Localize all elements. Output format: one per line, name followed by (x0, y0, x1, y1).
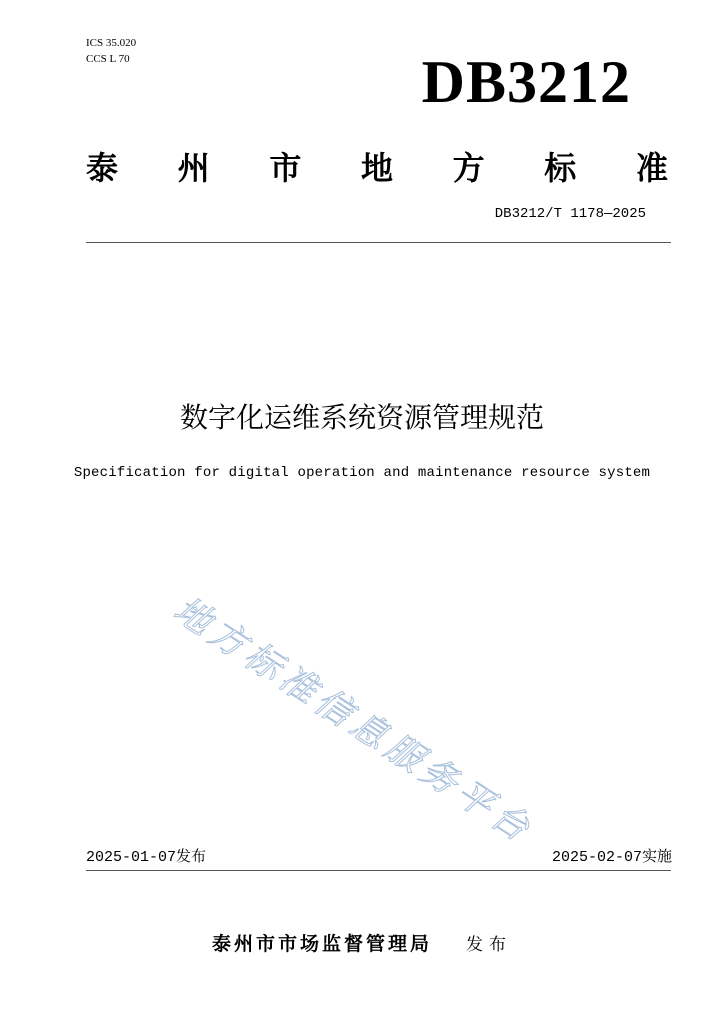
issue-date-label: 发布 (176, 847, 207, 865)
issue-date-value: 2025-01-07 (86, 849, 177, 866)
standard-type-char: 泰 (86, 149, 119, 187)
classification-codes (86, 35, 136, 67)
standard-type-char: 方 (452, 149, 485, 187)
issue-date (86, 846, 206, 868)
publisher (0, 930, 724, 959)
publisher-label: 发布 (466, 935, 512, 955)
standard-type-char: 市 (269, 149, 302, 187)
top-divider (86, 242, 671, 243)
bottom-divider (86, 870, 671, 871)
title-chinese: 数字化运维系统资源管理规范 (179, 401, 544, 434)
standard-type-char: 州 (177, 149, 210, 187)
title-english: Specification for digital operation and maintenance resource system (73, 465, 651, 481)
ccs-code: CCS L 70 (86, 53, 130, 65)
implementation-date-label: 实施 (641, 847, 672, 865)
standard-type-char: 准 (635, 149, 668, 187)
standard-type (86, 146, 668, 190)
implementation-date (552, 846, 672, 868)
standard-type-char: 标 (544, 149, 577, 187)
doc-code: DB3212 (421, 49, 631, 115)
standard-number: DB3212/T 1178—2025 (494, 206, 646, 222)
standard-type-char: 地 (360, 149, 393, 187)
publisher-name: 泰州市市场监督管理局 (211, 933, 432, 955)
implementation-date-value: 2025-02-07 (551, 849, 642, 866)
ics-code: ICS 35.020 (86, 37, 137, 49)
watermark: 地方标准信息服务平台 (166, 589, 541, 853)
